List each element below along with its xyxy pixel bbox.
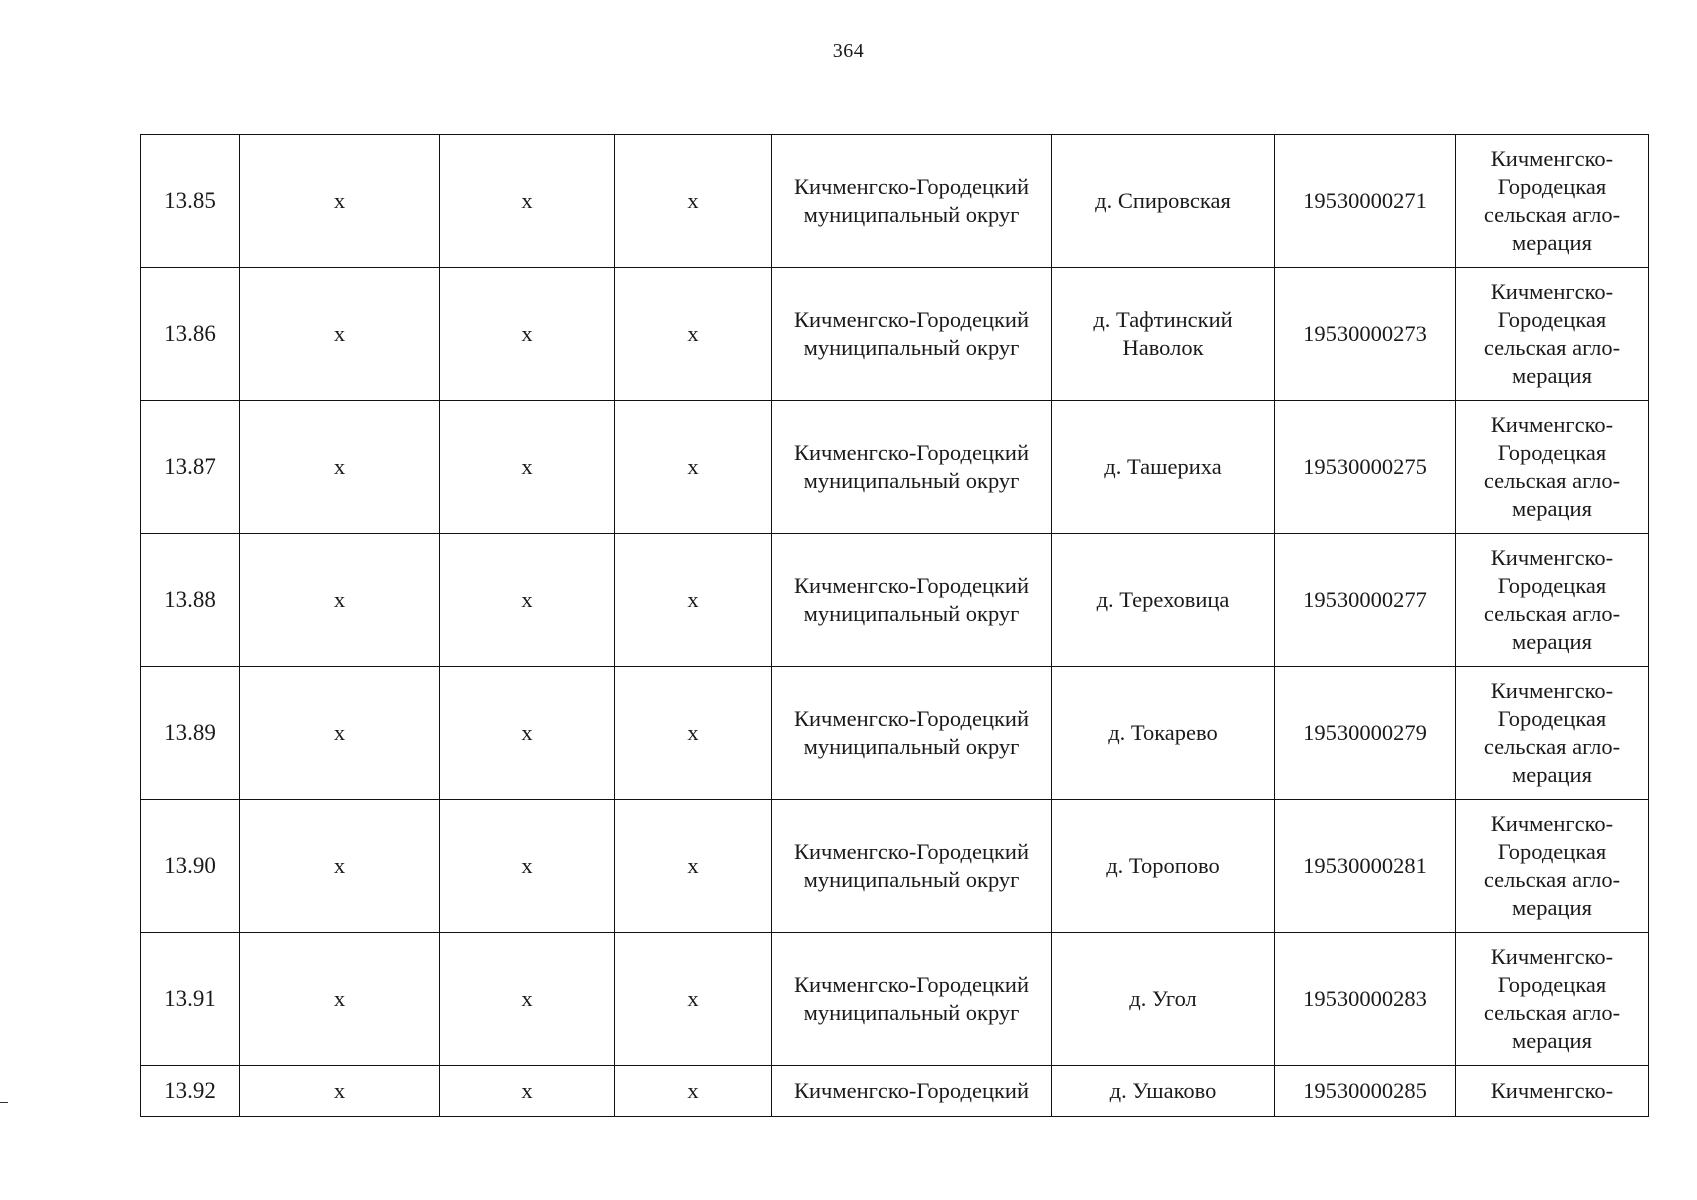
table-row [141, 933, 1649, 1066]
margin-mark [0, 1102, 8, 1103]
locality-cell: д. Ташериха [1052, 401, 1275, 534]
district-cell: Кичменгско-Городецкий муниципальный округ [772, 401, 1052, 534]
district-cell: Кичменгско-Городецкий муниципальный округ [772, 933, 1052, 1066]
table-row [141, 534, 1649, 667]
code-cell: 19530000279 [1275, 667, 1456, 800]
table-row [141, 268, 1649, 401]
code-cell: 19530000285 [1275, 1066, 1456, 1117]
district-cell: Кичменгско-Городецкий муниципальный округ [772, 800, 1052, 933]
value-x-cell-3: х [615, 933, 772, 1066]
value-x-cell-2: х [440, 401, 615, 534]
agglomeration-cell: Кичменгско-Городецкая сельская агло-мерация [1456, 135, 1649, 268]
value-x-cell-3: х [615, 800, 772, 933]
agglomeration-cell: Кичменгско-Городецкая сельская агло-мерация [1456, 401, 1649, 534]
district-cell: Кичменгско-Городецкий [772, 1066, 1052, 1117]
value-x-cell-2: х [440, 933, 615, 1066]
district-cell: Кичменгско-Городецкий муниципальный округ [772, 534, 1052, 667]
row-number-cell: 13.85 [141, 135, 240, 268]
agglomeration-cell: Кичменгско- [1456, 1066, 1649, 1117]
code-cell: 19530000277 [1275, 534, 1456, 667]
locality-cell: д. Спировская [1052, 135, 1275, 268]
value-x-cell-1: х [240, 534, 440, 667]
value-x-cell-3: х [615, 667, 772, 800]
table-row [141, 135, 1649, 268]
value-x-cell-1: х [240, 933, 440, 1066]
locality-cell: д. Торопово [1052, 800, 1275, 933]
locality-cell: д. Тереховица [1052, 534, 1275, 667]
value-x-cell-3: х [615, 135, 772, 268]
agglomeration-cell: Кичменгско-Городецкая сельская агло-мерация [1456, 933, 1649, 1066]
code-cell: 19530000271 [1275, 135, 1456, 268]
table-body [141, 135, 1649, 1117]
row-number-cell: 13.86 [141, 268, 240, 401]
row-number-cell: 13.89 [141, 667, 240, 800]
value-x-cell-1: х [240, 667, 440, 800]
page-number: 364 [832, 40, 865, 62]
value-x-cell-3: х [615, 1066, 772, 1117]
agglomeration-cell: Кичменгско-Городецкая сельская агло-мерация [1456, 534, 1649, 667]
value-x-cell-1: х [240, 135, 440, 268]
district-cell: Кичменгско-Городецкий муниципальный округ [772, 667, 1052, 800]
code-cell: 19530000281 [1275, 800, 1456, 933]
district-cell: Кичменгско-Городецкий муниципальный округ [772, 135, 1052, 268]
district-cell: Кичменгско-Городецкий муниципальный округ [772, 268, 1052, 401]
value-x-cell-2: х [440, 268, 615, 401]
code-cell: 19530000275 [1275, 401, 1456, 534]
agglomeration-cell: Кичменгско-Городецкая сельская агло-мерация [1456, 800, 1649, 933]
value-x-cell-2: х [440, 534, 615, 667]
table-row [141, 401, 1649, 534]
value-x-cell-1: х [240, 268, 440, 401]
value-x-cell-2: х [440, 1066, 615, 1117]
table-row [141, 800, 1649, 933]
value-x-cell-2: х [440, 135, 615, 268]
registry-table [140, 134, 1649, 1117]
value-x-cell-1: х [240, 401, 440, 534]
locality-cell: д. Угол [1052, 933, 1275, 1066]
value-x-cell-3: х [615, 268, 772, 401]
row-number-cell: 13.87 [141, 401, 240, 534]
table-row [141, 1066, 1649, 1117]
value-x-cell-3: х [615, 534, 772, 667]
locality-cell: д. Тафтинский Наволок [1052, 268, 1275, 401]
value-x-cell-3: х [615, 401, 772, 534]
code-cell: 19530000273 [1275, 268, 1456, 401]
agglomeration-cell: Кичменгско-Городецкая сельская агло-мерация [1456, 268, 1649, 401]
value-x-cell-2: х [440, 800, 615, 933]
value-x-cell-1: х [240, 800, 440, 933]
agglomeration-cell: Кичменгско-Городецкая сельская агло-мерация [1456, 667, 1649, 800]
row-number-cell: 13.92 [141, 1066, 240, 1117]
code-cell: 19530000283 [1275, 933, 1456, 1066]
locality-cell: д. Ушаково [1052, 1066, 1275, 1117]
row-number-cell: 13.90 [141, 800, 240, 933]
locality-cell: д. Токарево [1052, 667, 1275, 800]
table-row [141, 667, 1649, 800]
row-number-cell: 13.91 [141, 933, 240, 1066]
value-x-cell-2: х [440, 667, 615, 800]
row-number-cell: 13.88 [141, 534, 240, 667]
value-x-cell-1: х [240, 1066, 440, 1117]
